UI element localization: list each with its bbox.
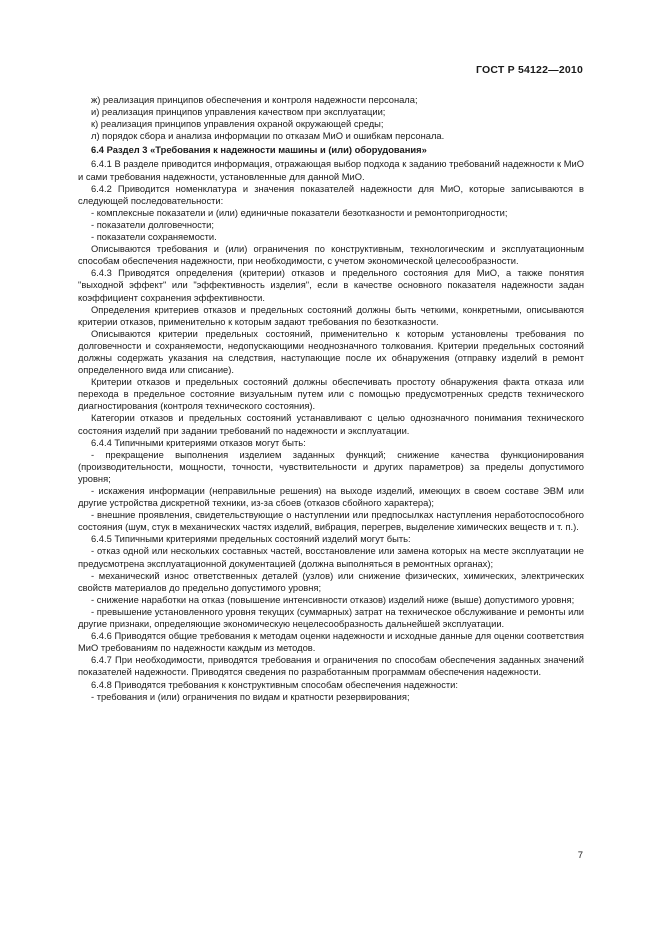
list-item: л) порядок сбора и анализа информации по отказам МиО и ошибкам персонала.	[91, 131, 445, 142]
paragraph: 6.4.6 Приводятся общие требования к методам оценки надежности и исходные данные для оценки соответствия МиО требованиям по надежности каждым из методов.	[78, 631, 584, 654]
paragraph: 6.4.3 Приводятся определения (критерии) отказов и предельного состояния для МиО, а также понятия "выходной эффект" или "эффективность изделия", если в качестве основного показателя надежности задан коэффициент сохранения эффективности.	[78, 268, 584, 303]
list-item: - внешние проявления, свидетельствующие о наступлении или предпосылках наступления неработоспособного состояния (шум, стук в механических частях изделий, вибрация, перегрев, выделение химических веществ и т. п.).	[78, 510, 584, 533]
list-item: - показатели долговечности;	[91, 219, 214, 230]
list-item: - искажения информации (неправильные решения) на выходе изделий, имеющих в своем составе ЭВМ или другие устройства дискретной техники, из-за сбоев (отказов сбойного характера);	[78, 486, 584, 509]
list-item: - механический износ ответственных деталей (узлов) или снижение физических, химических, электрических свойств материалов до предельно допустимого уровня;	[78, 570, 584, 593]
list-item: - снижение наработки на отказ (повышение интенсивности отказов) изделий ниже (выше) допустимого уровня;	[91, 594, 575, 605]
list-item: - показатели сохраняемости.	[91, 232, 217, 243]
paragraph: 6.4.5 Типичными критериями предельных состояний изделий могут быть:	[91, 534, 411, 545]
list-item: к) реализация принципов управления охраной окружающей среды;	[91, 119, 384, 130]
list-item: ж) реализация принципов обеспечения и контроля надежности персонала;	[91, 95, 418, 105]
list-item: - превышение установленного уровня текущих (суммарных) затрат на техническое обслуживание и ремонты или другие признаки, определяющие экономическую нецелесообразность дальнейшей эксплуатации.	[78, 606, 584, 630]
paragraph: 6.4.7 При необходимости, приводятся требования и ограничения по способам обеспечения заданных значений показателей надежности. Приводятся сведения по разработанным программам обеспечения надежности.	[78, 655, 584, 678]
document-body	[78, 94, 584, 703]
paragraph: 6.4.2 Приводится номенклатура и значения показателей надежности для МиО, которые записываются в следующей последовательности:	[78, 183, 584, 206]
paragraph: Описываются требования и (или) ограничения по конструктивным, технологическим и эксплуатационным способам обеспечения надежности, при необходимости, с учетом экономической целесообразности.	[78, 244, 584, 267]
list-item: - прекращение выполнения изделием заданных функций; снижение качества функционирования (производительности, мощности, точности, чувствительности и других параметров) за пределы допустимого уровня;	[78, 449, 584, 484]
paragraph: 6.4.1 В разделе приводится информация, отражающая выбор подхода к заданию требований надежности к МиО и сами требования надежности, установленные для данной МиО.	[78, 159, 584, 182]
paragraph: 6.4.8 Приводятся требования к конструктивным способам обеспечения надежности:	[91, 679, 458, 690]
page-number: 7	[577, 850, 583, 861]
list-item: и) реализация принципов управления качеством при эксплуатации;	[91, 107, 386, 118]
section-heading: 6.4 Раздел 3 «Требования к надежности машины и (или) оборудования»	[91, 145, 427, 156]
paragraph: Критерии отказов и предельных состояний должны обеспечивать простоту обнаружения факта отказа или перехода в предельное состояние визуальным путем или с помощью предусмотренных средств технического диагностирования (контроля технического состояния).	[78, 377, 584, 412]
paragraph: Описываются критерии предельных состояний, применительно к которым установлены требования по долговечности и сохраняемости, недопускающими неоднозначного толкования. Критерии предельных состояний должны содержать указания на следствия, наступающие после их обнаружения (отправку изделий в ремонт определенного вида или списание).	[78, 328, 584, 376]
paragraph: Определения критериев отказов и предельных состояний должны быть четкими, конкретными, описываются критерии отказов, применительно к которым задают требования по безотказности.	[78, 304, 584, 327]
paragraph: Категории отказов и предельных состояний устанавливают с целью однозначного понимания технического состояния изделий при задании требований по надежности и эксплуатации.	[78, 413, 584, 436]
document-header: ГОСТ Р 54122—2010	[475, 64, 583, 76]
list-item: - отказ одной или нескольких составных частей, восстановление или замена которых на месте эксплуатации не предусмотрена эксплуатационной документацией (должна выполняться в ремонтных органах);	[78, 546, 584, 569]
paragraph: 6.4.4 Типичными критериями отказов могут быть:	[91, 437, 306, 448]
list-item: - комплексные показатели и (или) единичные показатели безотказности и ремонтопригодности;	[91, 207, 508, 218]
list-item: - требования и (или) ограничения по видам и кратности резервирования;	[91, 691, 410, 702]
